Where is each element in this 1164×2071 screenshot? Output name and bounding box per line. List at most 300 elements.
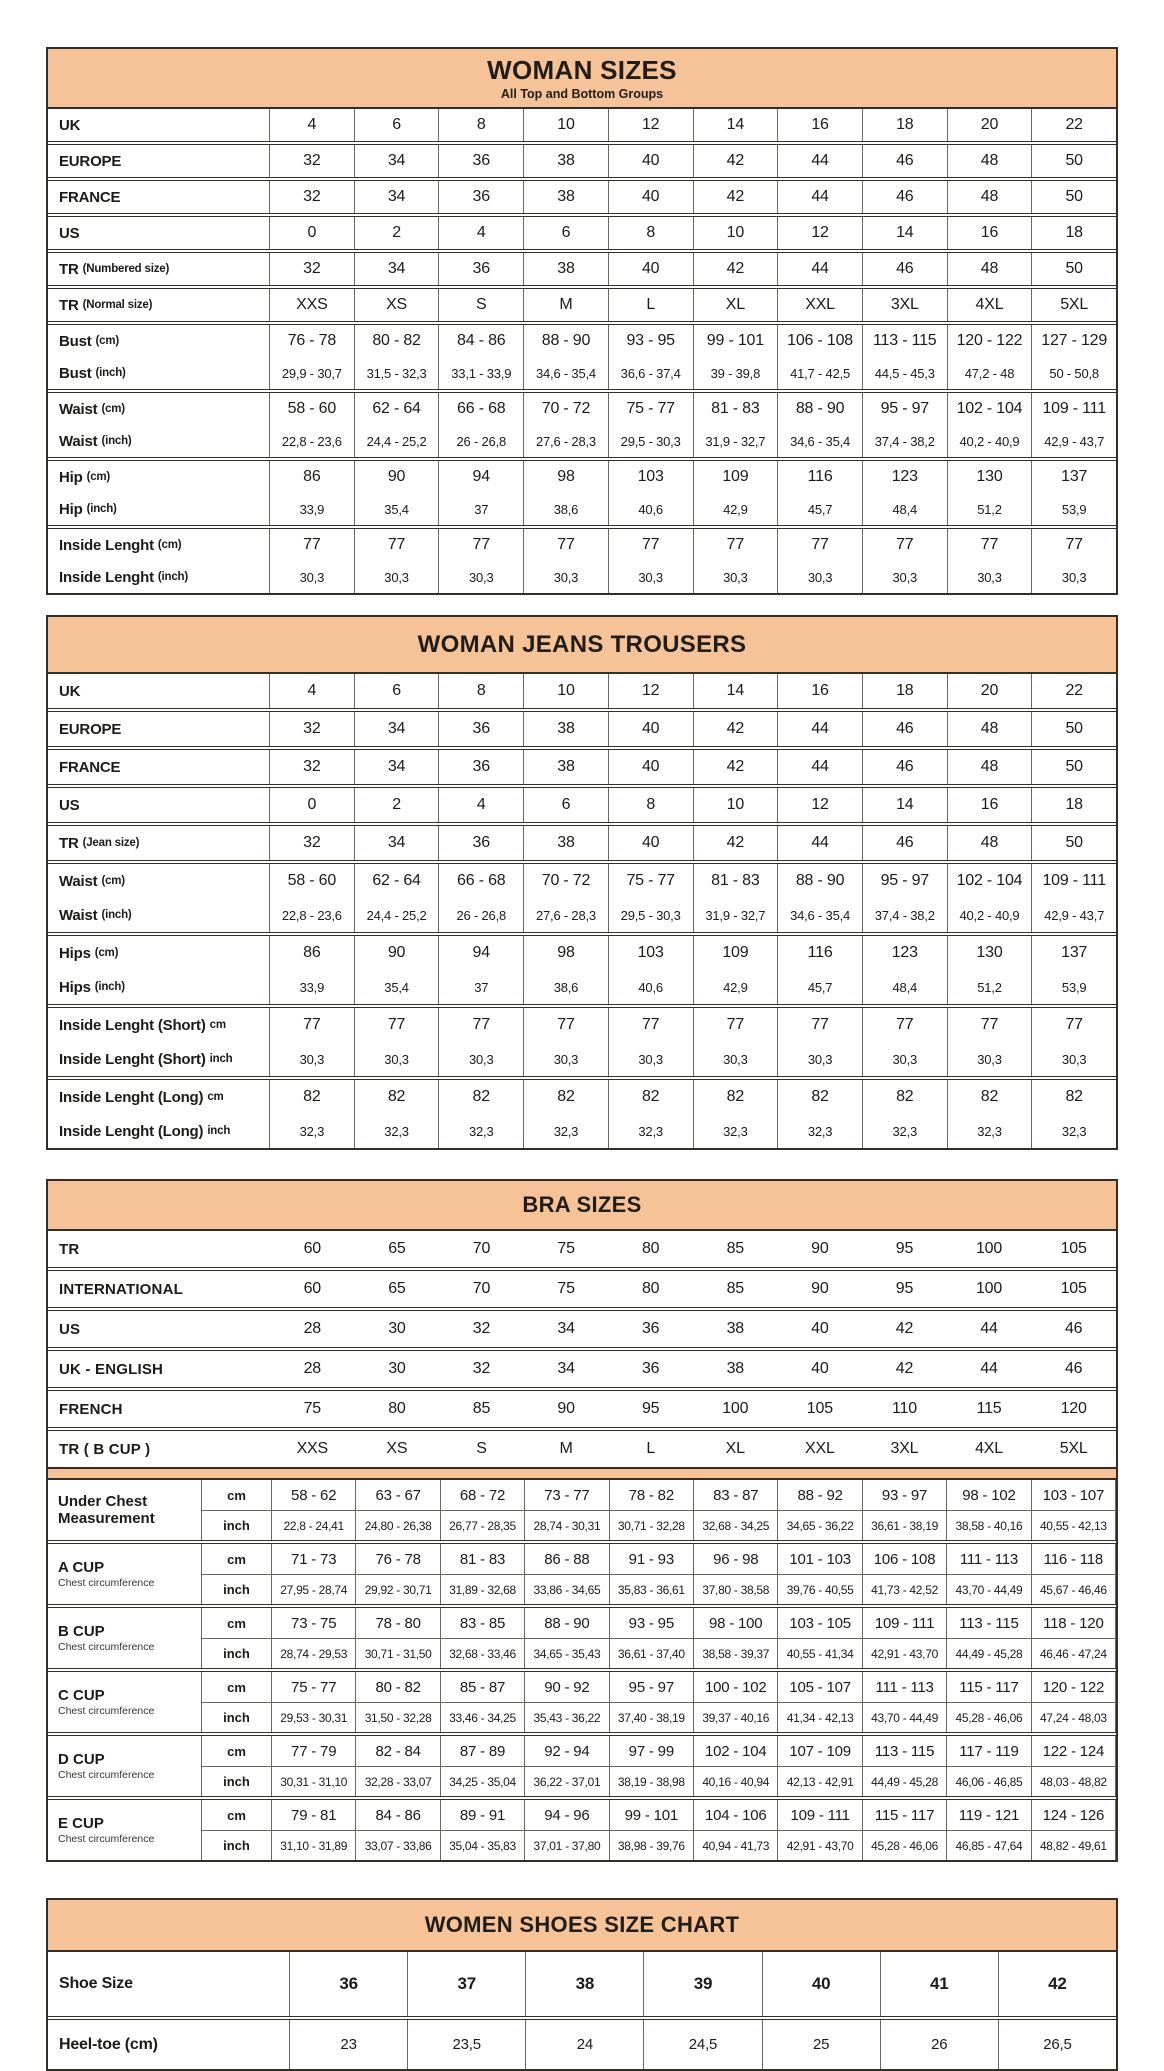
size-value: 5XL [1060,296,1089,313]
size-value: 33,1 - 33,9 [439,357,524,389]
size-value: 40 [609,145,694,177]
size-value: 29,9 - 30,7 [270,357,355,389]
size-value: 18 [863,109,948,141]
row-group [48,249,1116,285]
table-row [48,1080,1116,1114]
group-sublabel: Chest circumference [58,1833,155,1846]
size-value: 77 [1065,536,1083,553]
size-value: 81 - 83 [441,1544,525,1574]
size-value: 41,73 - 42,52 [863,1575,947,1604]
size-value: 48,4 [863,493,948,525]
size-value: 58 - 60 [270,393,355,425]
size-value: 130 [948,936,1033,970]
size-value: 111 - 113 [947,1544,1031,1574]
size-value: 40,94 - 41,73 [694,1831,778,1860]
row-label-text: Bust [59,364,92,382]
size-value: 80 - 82 [355,325,440,357]
size-value: 28 [303,1320,321,1337]
size-value: 73 - 75 [272,1608,356,1638]
group-label-text: Under Chest Measurement [58,1492,155,1527]
size-value: 44 [778,253,863,285]
row-label [48,788,270,822]
size-value: 38 [524,253,609,285]
size-value: 88 - 90 [778,393,863,425]
size-value: 45,67 - 46,46 [1032,1575,1116,1604]
row-label [48,1042,270,1076]
size-value: 93 - 95 [609,325,694,357]
size-value: 30,3 [948,561,1033,593]
row-label [48,864,270,898]
size-value: 106 - 108 [863,1544,947,1574]
row-label [48,1271,270,1307]
table-row [48,1391,1116,1427]
size-value: 32 [472,1360,491,1377]
table-subtitle: All Top and Bottom Groups [500,87,664,101]
size-value: 31,9 - 32,7 [694,425,779,457]
table-row [48,936,1116,970]
table-row [48,2020,1116,2069]
size-value: 100 - 102 [694,1672,778,1702]
row-label-text: US [59,224,80,242]
size-value: M [524,289,609,321]
row-group [48,457,1116,525]
size-value: 75 - 77 [609,864,694,898]
size-value: 14 [863,217,948,249]
row-label [48,1231,270,1267]
row-label-text: UK - ENGLISH [59,1360,164,1378]
size-value: 77 [948,529,1033,561]
size-value: 70 [472,1280,491,1297]
row-label-text: Bust [59,332,92,350]
size-value: 4 [439,788,524,822]
size-value: 32,28 - 33,07 [356,1767,440,1796]
size-value: 42,13 - 42,91 [778,1767,862,1796]
row-label-note: (inch) [101,909,132,921]
size-value: 30,3 [355,561,440,593]
size-value: 32,3 [948,1114,1033,1148]
size-value: 90 - 92 [525,1672,609,1702]
size-value: 40 [609,712,694,746]
size-value: 46,85 - 47,64 [947,1831,1031,1860]
size-value: 30,3 [863,561,948,593]
size-value: 37 [439,970,524,1004]
size-value: 65 [388,1240,406,1257]
size-value: 77 [1065,1016,1083,1033]
size-value: 32,3 [609,1114,694,1148]
row-group [48,822,1116,860]
table-title: WOMAN JEANS TROUSERS [417,630,747,658]
size-value: 90 [355,936,440,970]
row-group [48,1307,1116,1347]
size-value: 77 [948,1008,1033,1042]
group-sublabel: Chest circumference [58,1641,155,1654]
size-value: 22,8 - 24,41 [272,1511,356,1540]
size-value: 40 [609,750,694,784]
size-value: 24,4 - 25,2 [355,898,440,932]
size-value: 48 [948,145,1033,177]
size-value: 44 [778,750,863,784]
row-label [48,826,270,860]
size-value: 32,3 [863,1114,948,1148]
size-value: 50 - 50,8 [1049,365,1099,381]
size-value: 42,9 [694,970,779,1004]
size-value: 16 [948,217,1033,249]
row-label [48,253,270,285]
size-value: L [646,1440,656,1457]
size-value: 98 [524,461,609,493]
size-value: 32 [270,826,355,860]
row-label-text: UK [59,682,81,700]
size-value: 75 [557,1240,575,1257]
row-label-note: (Numbered size) [82,263,170,275]
size-value: 93 - 95 [610,1608,694,1638]
size-value: 40,16 - 40,94 [694,1767,778,1796]
row-group [48,1347,1116,1387]
row-label [48,1351,270,1387]
size-value: 38,58 - 40,16 [947,1511,1031,1540]
row-label-note: (cm) [101,403,125,415]
size-value: 109 - 111 [1042,400,1106,417]
size-value: 28,74 - 30,31 [525,1511,609,1540]
size-value: 26 - 26,8 [439,898,524,932]
size-value: 100 [722,1400,749,1417]
size-value: 50 [1065,758,1083,775]
size-value: 123 [863,936,948,970]
table-row [48,109,1116,141]
bra-sizes-table [46,1179,1118,1862]
size-value: 36 [641,1320,660,1337]
size-value: 45,28 - 46,06 [863,1831,947,1860]
size-value: 42,9 - 43,7 [1044,433,1105,449]
table-row [48,788,1116,822]
group-label [48,1800,202,1860]
row-label-text: US [59,796,80,814]
size-value: 118 - 120 [1032,1608,1116,1638]
row-label [48,493,270,525]
size-value: 6 [355,674,440,708]
size-value: 42 [694,253,779,285]
size-value: 31,5 - 32,3 [355,357,440,389]
size-value: 93 - 97 [863,1480,947,1510]
size-value: 46 [863,145,948,177]
size-value: XXS [296,1440,328,1457]
bra-sizes-header [48,1181,1116,1231]
size-value: 48 [948,712,1033,746]
table-row [48,325,1116,357]
size-value: 100 [975,1280,1003,1297]
size-value: 109 [694,461,779,493]
size-value: 33,9 [270,970,355,1004]
size-value: 58 - 60 [270,864,355,898]
table-row [202,1480,1116,1510]
size-value: 32,3 [355,1114,440,1148]
size-value: 60 [303,1280,321,1297]
size-value: 42,91 - 43,70 [863,1639,947,1668]
group-label-text: C CUP [58,1686,105,1704]
row-group [48,746,1116,784]
size-value: 97 - 99 [610,1736,694,1766]
table-row [48,217,1116,249]
size-value: 40 [609,826,694,860]
size-value: 48 [948,750,1033,784]
row-label-text: TR [59,260,79,278]
size-value: 34,6 - 35,4 [778,898,863,932]
size-value: 65 [388,1280,406,1297]
size-value: 32 [270,712,355,746]
row-group [48,708,1116,746]
size-value: 81 - 83 [694,393,779,425]
size-value: XL [694,289,779,321]
size-value: 100 [975,1240,1003,1257]
size-value: 8 [439,109,524,141]
unit-label: inch [202,1703,272,1732]
size-value: 46 [863,712,948,746]
size-value: 80 [641,1240,660,1257]
size-value: 14 [694,109,779,141]
size-value: 4 [439,217,524,249]
size-value: 12 [778,217,863,249]
row-group [48,784,1116,822]
size-value: 122 - 124 [1032,1736,1116,1766]
size-value: 29,5 - 30,3 [609,898,694,932]
table-row [48,529,1116,561]
size-value: 78 - 80 [356,1608,440,1638]
unit-rows [202,1480,1116,1540]
size-value: XXS [270,289,355,321]
row-group [48,213,1116,249]
size-value: 85 [472,1400,491,1417]
size-value: 47,2 - 48 [948,357,1033,389]
size-value: 127 - 129 [1041,332,1108,349]
table-row [202,1510,1116,1540]
size-value: 40 [811,1320,829,1337]
size-value: 34 [557,1360,575,1377]
row-group [48,1231,1116,1267]
size-value: 4 [270,109,355,141]
size-value: 105 [1060,1240,1087,1257]
size-value: 32,3 [694,1114,779,1148]
woman-sizes-body [48,109,1116,593]
unit-rows [202,1608,1116,1668]
size-value: 82 [694,1080,779,1114]
table-row [48,289,1116,321]
size-value: 66 - 68 [439,393,524,425]
row-label [48,1311,270,1347]
row-group [48,285,1116,321]
size-value: 95 [895,1240,914,1257]
shoes-size-table [46,1898,1118,2071]
row-label-note: (inch) [101,435,132,447]
size-value: 41,34 - 42,13 [778,1703,862,1732]
table-row [48,1114,1116,1148]
size-value: 35,04 - 35,83 [441,1831,525,1860]
row-group [48,141,1116,177]
size-value: 2 [355,217,440,249]
size-value: 38,6 [524,970,609,1004]
size-value: 40,2 - 40,9 [948,425,1033,457]
measurement-group [48,1540,1116,1604]
size-value: 36,22 - 37,01 [525,1767,609,1796]
group-label-text: D CUP [58,1750,105,1768]
size-value: 82 [355,1080,440,1114]
size-value: 46 [863,253,948,285]
size-value: 38 [526,1952,644,2016]
unit-label: cm [202,1672,272,1702]
size-value: 37,4 - 38,2 [863,898,948,932]
size-value: 73 - 77 [525,1480,609,1510]
size-value: 35,43 - 36,22 [525,1703,609,1732]
size-value: 34,25 - 35,04 [441,1767,525,1796]
size-value: XL [725,1440,745,1457]
row-group [48,389,1116,457]
size-value: 45,28 - 46,06 [947,1703,1031,1732]
size-value: 31,89 - 32,68 [441,1575,525,1604]
row-group [48,860,1116,932]
size-value: 12 [609,109,694,141]
table-row [48,1231,1116,1267]
size-value: 27,6 - 28,3 [524,898,609,932]
size-value: 120 - 122 [948,325,1033,357]
size-value: 42 [694,826,779,860]
size-value: 50 [1065,188,1083,205]
size-value: 116 [778,936,863,970]
size-value: 103 - 107 [1032,1480,1116,1510]
size-value: 23,5 [408,2020,526,2069]
size-value: S [439,289,524,321]
size-value: 36 [439,712,524,746]
size-value: 40 [811,1360,829,1377]
size-value: 92 - 94 [525,1736,609,1766]
size-value: 88 - 90 [524,325,609,357]
size-value: 6 [355,109,440,141]
row-label-text: Inside Lenght [59,536,154,554]
row-label [48,425,270,457]
table-row [202,1638,1116,1668]
size-value: 82 [609,1080,694,1114]
size-value: 37,4 - 38,2 [863,425,948,457]
row-group [48,1952,1116,2016]
size-value: 99 - 101 [694,325,779,357]
size-value: 36,6 - 37,4 [609,357,694,389]
unit-rows [202,1736,1116,1796]
size-value: 85 [726,1280,744,1297]
size-value: 38 [726,1320,744,1337]
shoes-header [48,1900,1116,1952]
unit-label: cm [202,1736,272,1766]
size-value: 77 [439,529,524,561]
size-value: 35,4 [355,493,440,525]
unit-label: cm [202,1800,272,1830]
size-value: 42 [694,750,779,784]
size-value: 34,65 - 35,43 [525,1639,609,1668]
row-group [48,1387,1116,1427]
size-value: 103 - 105 [778,1608,862,1638]
size-value: 109 - 111 [778,1800,862,1830]
table-row [48,864,1116,898]
size-value: 50 [1065,260,1083,277]
size-value: 95 [895,1280,914,1297]
measurement-group [48,1732,1116,1796]
size-value: 30,3 [270,1042,355,1076]
size-value: 8 [609,217,694,249]
size-value: 105 [806,1400,833,1417]
size-value: 23 [290,2020,408,2069]
size-value: 6 [524,217,609,249]
size-value: 77 [694,1008,779,1042]
size-value: 42,9 - 43,7 [1044,907,1105,923]
size-value: 40,6 [609,493,694,525]
row-label [48,561,270,593]
row-label-note: cm [209,1019,226,1031]
size-value: 18 [1065,796,1083,813]
size-value: 88 - 92 [778,1480,862,1510]
size-value: 27,95 - 28,74 [272,1575,356,1604]
row-label-note: (cm) [101,875,125,887]
size-value: 110 [891,1400,917,1417]
size-value: 77 [863,529,948,561]
size-value: 36 [439,253,524,285]
size-value: 45,7 [778,970,863,1004]
woman-jeans-header [48,617,1116,674]
unit-label: inch [202,1575,272,1604]
size-value: 32,68 - 33,46 [441,1639,525,1668]
size-value: 77 [778,529,863,561]
row-label [48,936,270,970]
size-value: 111 - 113 [863,1672,947,1702]
size-value: 24,5 [644,2020,762,2069]
table-row [48,357,1116,389]
table-title: BRA SIZES [522,1192,642,1217]
size-value: 30,3 [778,1042,863,1076]
row-label [48,970,270,1004]
size-value: 27,6 - 28,3 [524,425,609,457]
unit-rows [202,1672,1116,1732]
size-value: 34,65 - 36,22 [778,1511,862,1540]
table-row [48,1351,1116,1387]
row-label [48,357,270,389]
row-label [48,1114,270,1148]
size-value: 137 [1061,468,1088,485]
table-row [48,750,1116,784]
size-value: 77 [355,1008,440,1042]
size-value: 22 [1065,682,1083,699]
row-label [48,145,270,177]
size-value: 39,76 - 40,55 [778,1575,862,1604]
size-value: 45,7 [778,493,863,525]
size-value: 42 [694,181,779,213]
size-value: 36 [290,1952,408,2016]
size-value: M [559,1440,573,1457]
row-label [48,750,270,784]
size-value: 119 - 121 [947,1800,1031,1830]
size-value: 30,3 [270,561,355,593]
size-value: 95 - 97 [863,864,948,898]
size-value: 40 [763,1952,881,2016]
size-value: 42 [694,145,779,177]
size-value: 53,9 [1061,501,1087,517]
size-value: 30,31 - 31,10 [272,1767,356,1796]
table-row [48,1952,1116,2016]
size-value: 77 - 79 [272,1736,356,1766]
size-value: 82 [270,1080,355,1114]
size-value: 30,3 [778,561,863,593]
unit-rows [202,1544,1116,1604]
size-value: 50 [1065,152,1083,169]
row-group [48,177,1116,213]
size-value: 40 [609,181,694,213]
size-value: 87 - 89 [441,1736,525,1766]
row-label [48,1080,270,1114]
